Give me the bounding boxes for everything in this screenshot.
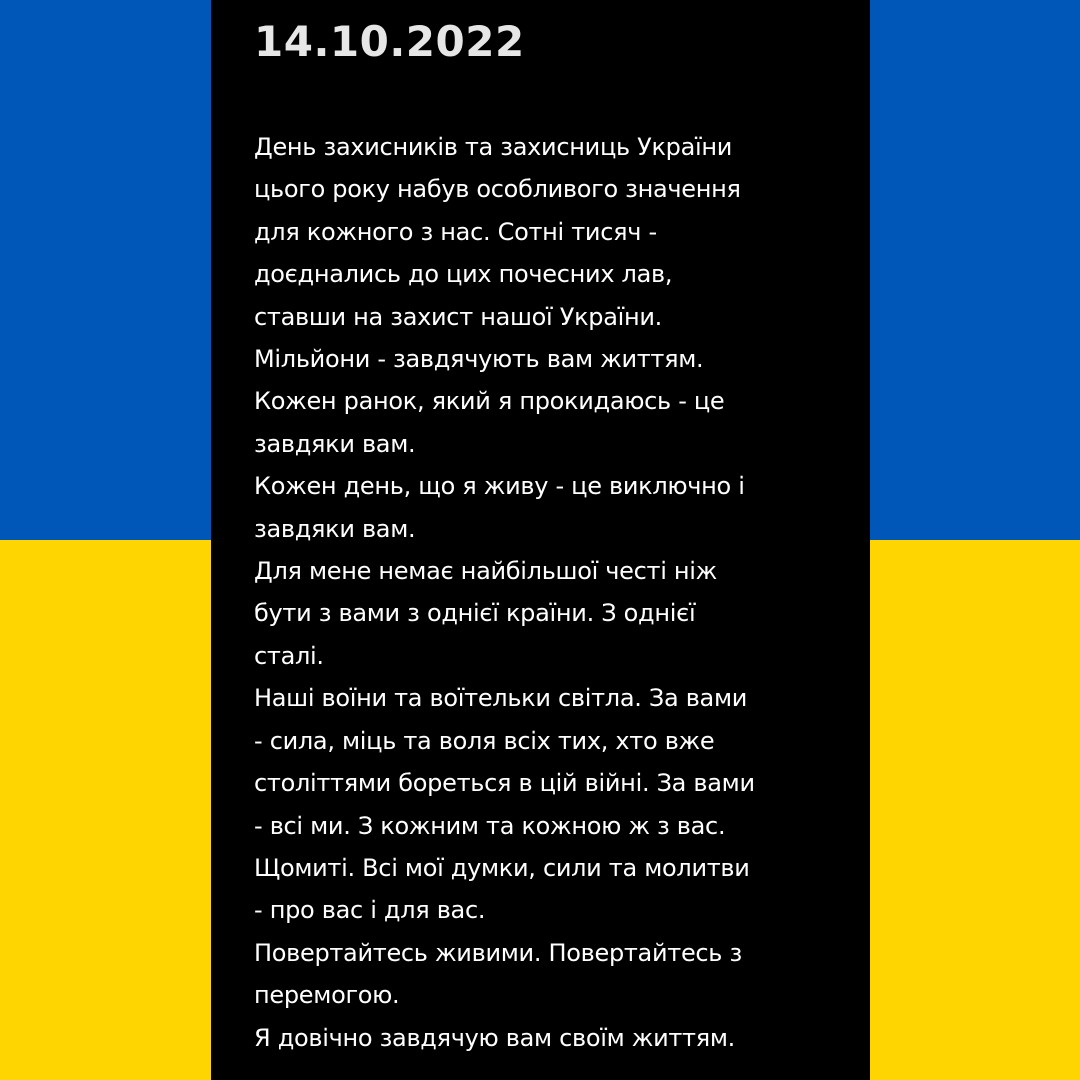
note-line: Повертайтесь живими. Повертайтесь з <box>254 938 742 967</box>
note-line: День захисників та захисниць України <box>254 133 733 161</box>
note-line: Кожен ранок, який я прокидаюсь - це <box>254 387 725 416</box>
note-line: перемогою. <box>254 981 400 1010</box>
note-line: завдяки вам. <box>254 514 416 543</box>
note-line: Щомиті. Всі мої думки, сили та молитви <box>254 853 750 882</box>
note-line: цього року набув особливого значення <box>254 175 741 204</box>
note-line: Для мене немає найбільшої честі ніж <box>254 557 717 586</box>
note-body <box>254 126 854 1059</box>
note-line: Я довічно завдячую вам своїм життям. <box>254 1023 736 1052</box>
note-line: ставши на захист нашої України. <box>254 302 663 331</box>
note-line: Мільйони - завдячують вам життям. <box>254 345 704 374</box>
note-line: для кожного з нас. Сотні тисяч - <box>254 217 657 246</box>
note-date: 14.10.2022 <box>254 17 525 66</box>
note-line: століттями бореться в цій війні. За вами <box>254 769 755 798</box>
note-panel <box>211 0 870 1080</box>
note-line: - сила, міць та воля всіх тих, хто вже <box>254 726 715 755</box>
note-line: сталі. <box>254 641 324 670</box>
note-line: Наші воїни та воїтельки світла. За вами <box>254 684 748 713</box>
note-line: Кожен день, що я живу - це виключно і <box>254 472 745 501</box>
note-line: - всі ми. З кожним та кожною ж з вас. <box>254 811 726 840</box>
note-line: завдяки вам. <box>254 429 416 458</box>
note-line: - про вас і для вас. <box>254 896 486 925</box>
note-line: доєднались до цих почесних лав, <box>254 260 673 289</box>
note-line: бути з вами з однієї країни. З однієї <box>254 599 696 628</box>
